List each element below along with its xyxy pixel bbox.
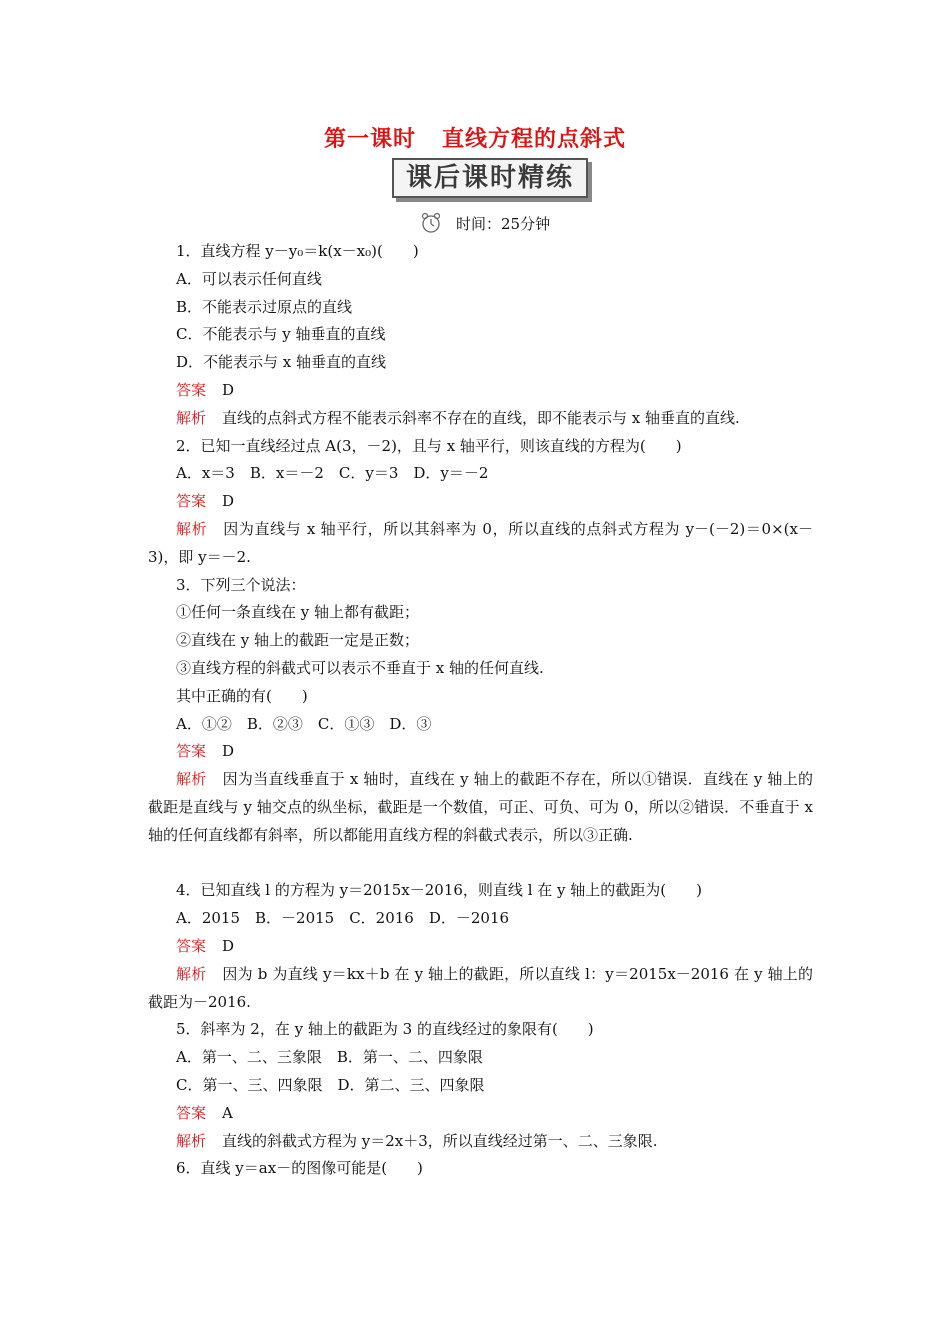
answer-value: D [222,742,235,761]
answer-value: D [222,492,235,511]
question-list [148,238,813,1183]
answer-value: A [222,1103,233,1122]
analysis-text: 因为当直线垂直于 x 轴时，直线在 y 轴上的截距不存在，所以①错误．直线在 y 轴上的截距是直线与 y 轴交点的纵坐标，截距是一个数值，可正、可负、可为 0，所以②错误．不垂直于 x 轴的任何直线都有斜率，所以都能用直线方程的斜截式表示，所以③正确. [148,770,813,844]
analysis-text: 因为直线与 x 轴平行，所以其斜率为 0，所以直线的点斜式方程为 y－(－2)＝0×(x－3)，即 y＝－2. [148,519,813,566]
answer-value: D [222,936,235,955]
answer-row [148,377,813,405]
question-stem: 3．下列三个说法： [176,575,306,594]
analysis-label: 解析 [176,1131,207,1150]
analysis-row [148,1128,813,1156]
analysis-label: 解析 [176,770,207,789]
answer-label: 答案 [176,936,207,955]
analysis-row [148,516,813,572]
options-line: A．2015 B．－2015 C．2016 D．－2016 [176,909,510,928]
answer-row [148,933,813,961]
question-stem: 1．直线方程 y－y₀＝k(x－x₀)( ) [176,242,419,260]
answer-label: 答案 [176,742,207,761]
options-line: A．①② B．②③ C．①③ D．③ [176,714,432,733]
question-stem: 2．已知一直线经过点 A(3，－2)，且与 x 轴平行，则该直线的方程为( ) [176,436,682,455]
statement: ③直线方程的斜截式可以表示不垂直于 x 轴的任何直线. [176,658,544,677]
question-stem: 6．直线 y＝ax－的图像可能是( ) [176,1159,423,1178]
analysis-text: 因为 b 为直线 y＝kx＋b 在 y 轴上的截距，所以直线 l：y＝2015x－2016 在 y 轴上的截距为－2016. [148,964,813,1011]
answer-label: 答案 [176,380,207,399]
statement: ①任何一条直线在 y 轴上都有截距； [176,603,420,622]
options-line: A．第一、二、三象限 B．第一、二、四象限 [176,1048,483,1067]
analysis-label: 解析 [176,964,207,983]
exercise-banner: 课后课时精练 [392,158,588,198]
analysis-row [148,961,813,1017]
question-stem: 5．斜率为 2，在 y 轴上的截距为 3 的直线经过的象限有( ) [176,1020,594,1039]
answer-label: 答案 [176,492,207,511]
title-lesson: 第一课时 [323,127,416,152]
page-title [0,122,950,153]
title-topic: 直线方程的点斜式 [442,127,627,152]
options-line: C．第一、三、四象限 D．第二、三、四象限 [176,1075,485,1094]
answer-row [148,738,813,766]
time-info [420,208,550,238]
option: D．不能表示与 x 轴垂直的直线 [176,353,387,372]
question-stem: 4．已知直线 l 的方程为 y＝2015x－2016，则直线 l 在 y 轴上的截距为( ) [176,881,702,900]
analysis-text: 直线的斜截式方程为 y＝2x＋3，所以直线经过第一、二、三象限. [222,1131,658,1150]
answer-row [148,1100,813,1128]
answer-value: D [222,380,235,399]
answer-row [148,488,813,516]
analysis-row [148,405,813,433]
answer-label: 答案 [176,1103,207,1122]
option: C．不能表示与 y 轴垂直的直线 [176,325,386,344]
options-line: A．x＝3 B．x＝－2 C．y＝3 D．y＝－2 [176,464,489,483]
question-ask: 其中正确的有( ) [176,686,308,705]
statement: ②直线在 y 轴上的截距一定是正数； [176,631,420,650]
option: A．可以表示任何直线 [176,269,322,288]
time-limit: 时间：25分钟 [456,214,551,233]
analysis-text: 直线的点斜式方程不能表示斜率不存在的直线，即不能表示与 x 轴垂直的直线. [222,408,740,427]
alarm-clock-icon [420,212,442,234]
option: B．不能表示过原点的直线 [176,297,353,316]
analysis-label: 解析 [176,408,207,427]
analysis-row [148,766,813,877]
analysis-label: 解析 [176,519,208,538]
